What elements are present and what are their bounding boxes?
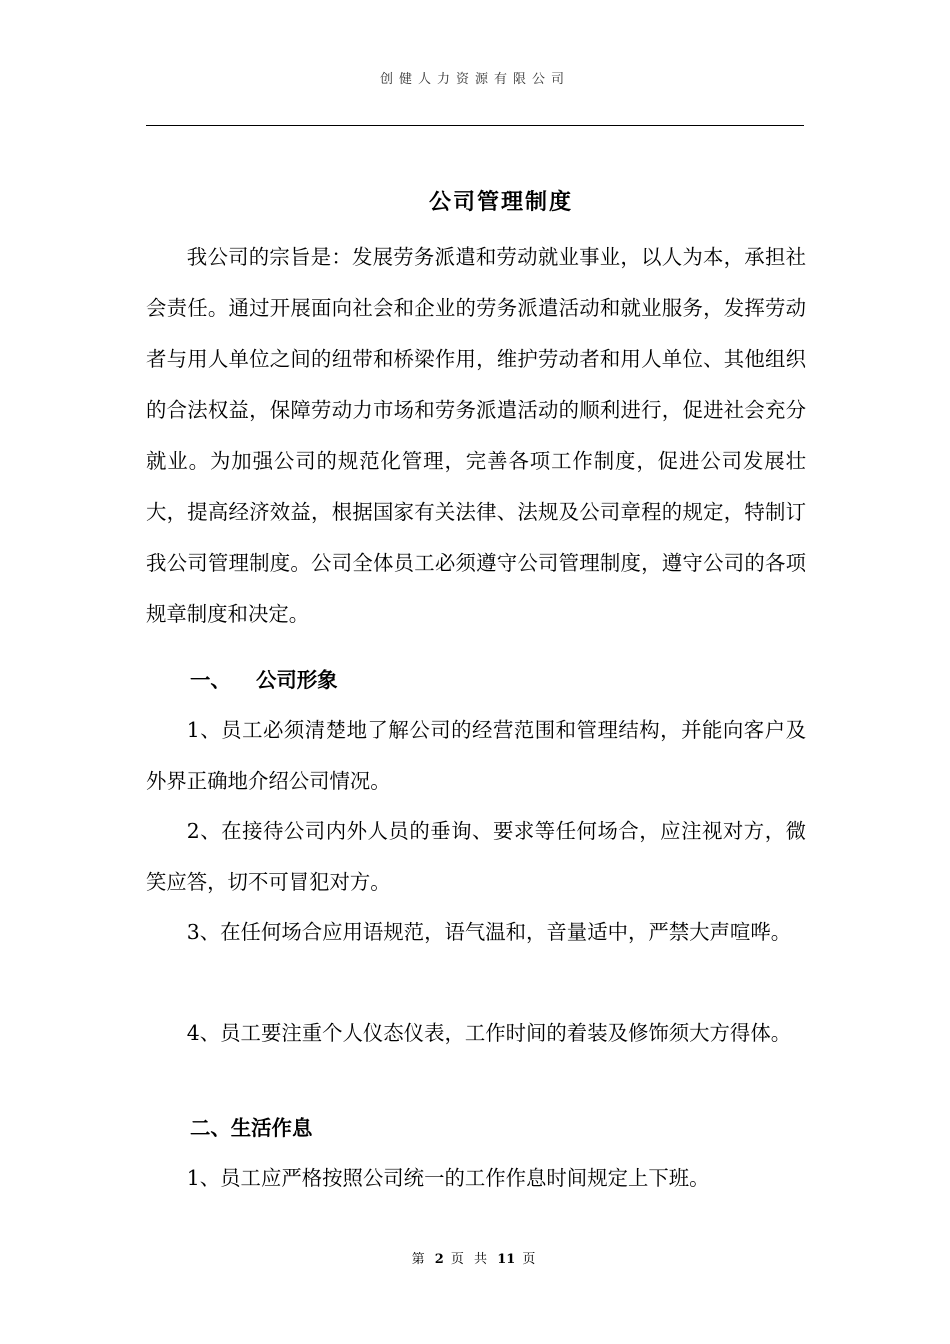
intro-paragraph: 我公司的宗旨是：发展劳务派遣和劳动就业事业，以人为本，承担社会责任。通过开展面向社会和企业的劳务派遣活动和就业服务，发挥劳动者与用人单位之间的纽带和桥梁作用，维护劳动者和用人单位、其他组织的合法权益，保障劳动力市场和劳务派遣活动的顺利进行，促进社会充分就业。为加强公司的规范化管理，完善各项工作制度，促进公司发展壮大，提高经济效益，根据国家有关法律、法规及公司章程的规定，特制订我公司管理制度。公司全体员工必须遵守公司管理制度，遵守公司的各项规章制度和决定。 — [146, 245, 806, 626]
section-title: 公司形象 — [256, 668, 338, 692]
page-footer — [0, 1248, 950, 1267]
list-item: 1、员工必须清楚地了解公司的经营范围和管理结构，并能向客户及外界正确地介绍公司情况。 — [146, 718, 806, 793]
page-header: 创健人力资源有限公司 — [379, 72, 570, 87]
footer-suffix: 页 — [522, 1252, 539, 1267]
list-item: 2、在接待公司内外人员的垂询、要求等任何场合，应注视对方，微笑应答，切不可冒犯对方。 — [146, 819, 806, 894]
current-page-number: 2 — [434, 1252, 444, 1267]
section-heading-daily-routine — [190, 1113, 312, 1143]
header-divider — [146, 125, 804, 126]
section-number: 二、 — [190, 1116, 231, 1140]
footer-prefix: 第 — [411, 1252, 428, 1267]
footer-middle: 页 共 — [450, 1252, 491, 1267]
list-item: 3、在任何场合应用语规范，语气温和，音量适中，严禁大声喧哗。 — [186, 920, 792, 944]
section-number: 一、 — [190, 668, 231, 692]
section-heading-company-image — [190, 665, 338, 695]
list-item: 4、员工要注重个人仪态仪表，工作时间的着装及修饰须大方得体。 — [186, 1021, 792, 1045]
document-title: 公司管理制度 — [428, 189, 573, 215]
section-title: 生活作息 — [230, 1116, 313, 1140]
list-item: 1、员工应严格按照公司统一的工作作息时间规定上下班。 — [186, 1166, 710, 1190]
total-page-count: 11 — [497, 1252, 516, 1267]
